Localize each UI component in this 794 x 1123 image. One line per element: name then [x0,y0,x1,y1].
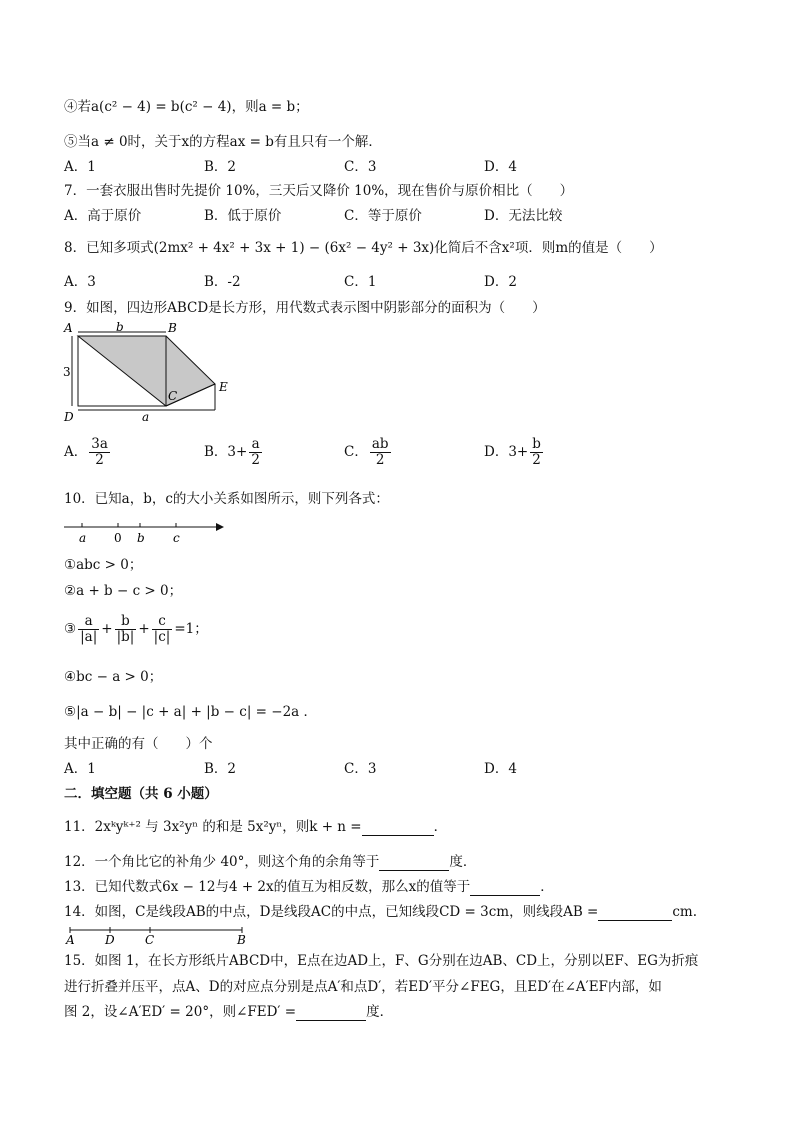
q6-option-b: B．2 [204,159,237,175]
point-D: D [105,933,115,947]
q9-option-b: B．3+ $\frac{a}{2}$ [204,436,260,468]
q10-option-b: B．2 [204,761,237,777]
q9-option-a: A． $\frac{3a}{2}$ [64,436,108,468]
q7-option-a: A．高于原价 [64,208,142,224]
q7-option-c: C．等于原价 [344,208,422,224]
axis-label-c: c [173,531,180,545]
label-C: C [168,389,178,403]
label-a: a [142,410,150,424]
q6-option-d: D．4 [484,159,517,175]
q8-stem: 8．已知多项式(2mx² + 4x² + 3x + 1) − (6x² − 4y² + 3x)化简后不含x²项．则m的值是（ ） [64,240,663,256]
q8-option-a: A．3 [64,274,96,290]
answer-blank[interactable] [362,821,434,836]
q6-item4: ④若a(c² − 4) = b(c² − 4)，则a = b； [64,99,309,115]
q11: 11．2xᵏyᵏ⁺² 与 3x²yⁿ 的和是 5x²yⁿ，则k + n = ． [64,819,448,835]
q9-option-d: D．3+ $\frac{b}{2}$ [484,436,541,468]
answer-blank[interactable] [296,1006,366,1021]
axis-label-b: b [137,531,145,545]
q10-item5: ⑤|a − b| − |c + a| + |b − c| = −2a ． [64,704,317,720]
axis-label-a: a [79,531,87,545]
q7-option-d: D．无法比较 [484,208,563,224]
shaded-region [78,336,215,406]
answer-blank[interactable] [598,906,672,921]
q15-line3: 图 2，设∠A′ED′ = 20°，则∠FED′ = 度． [64,1004,394,1020]
point-B: B [237,933,246,947]
answer-blank[interactable] [470,881,540,896]
label-E: E [219,380,228,394]
q13: 13．已知代数式6x − 12与4 + 2x的值互为相反数，那么x的值等于 ． [64,879,554,895]
q10-item2: ②a + b − c > 0； [64,583,183,599]
q6-item5: ⑤当a ≠ 0时，关于x的方程ax = b有且只有一个解． [64,134,382,150]
q10-item1: ①abc > 0； [64,557,143,573]
q9-stem: 9．如图，四边形ABCD是长方形，用代数式表示图中阴影部分的面积为（ ） [64,300,546,316]
q7-stem: 7．一套衣服出售时先提价 10%，三天后又降价 10%，现在售价与原价相比（ ） [64,183,574,199]
axis-label-0: 0 [114,531,122,545]
q10-stem: 10．已知a，b，c的大小关系如图所示，则下列各式： [64,491,389,507]
segment-figure [60,924,260,948]
rectangle-figure [60,318,240,428]
number-line [60,518,230,546]
label-A: A [64,321,73,335]
label-3: 3 [63,365,71,379]
section-title: 二．填空题（共 6 小题） [64,786,218,802]
label-B: B [168,321,177,335]
q10-item4: ④bc − a > 0； [64,669,163,685]
q10-option-d: D．4 [484,761,517,777]
q15-line1: 15．如图 1，在长方形纸片ABCD中，E点在边AD上，F、G分别在边AB、CD上，分别以EF、EG为折痕 [64,953,699,969]
label-D: D [64,410,74,424]
q15-line2: 进行折叠并压平，点A、D的对应点分别是点A′和点D′，若ED′平分∠FEG，且ED′在∠A′EF内部，如 [64,979,662,995]
q8-option-b: B．-2 [204,274,241,290]
label-b: b [116,320,124,334]
q14: 14．如图，C是线段AB的中点，D是线段AC的中点，已知线段CD = 3cm，则线段AB = cm. [64,904,698,920]
q10-option-c: C．3 [344,761,377,777]
q10-question: 其中正确的有（ ）个 [64,736,213,752]
q10-option-a: A．1 [64,761,96,777]
q6-option-a: A．1 [64,159,96,175]
point-A: A [66,933,75,947]
q9-option-c: C． $\frac{ab}{2}$ [344,436,389,468]
q8-option-d: D．2 [484,274,517,290]
q10-item3: ③ $\frac{a}{|a|}$ + $\frac{b}{|b|}$ + $\frac{c}{|c|}$ =1； [64,613,208,645]
q8-option-c: C．1 [344,274,377,290]
answer-blank[interactable] [379,856,449,871]
q6-option-c: C．3 [344,159,377,175]
point-C: C [145,933,155,947]
q12: 12．一个角比它的补角少 40°，则这个角的余角等于 度． [64,854,477,870]
q7-option-b: B．低于原价 [204,208,282,224]
